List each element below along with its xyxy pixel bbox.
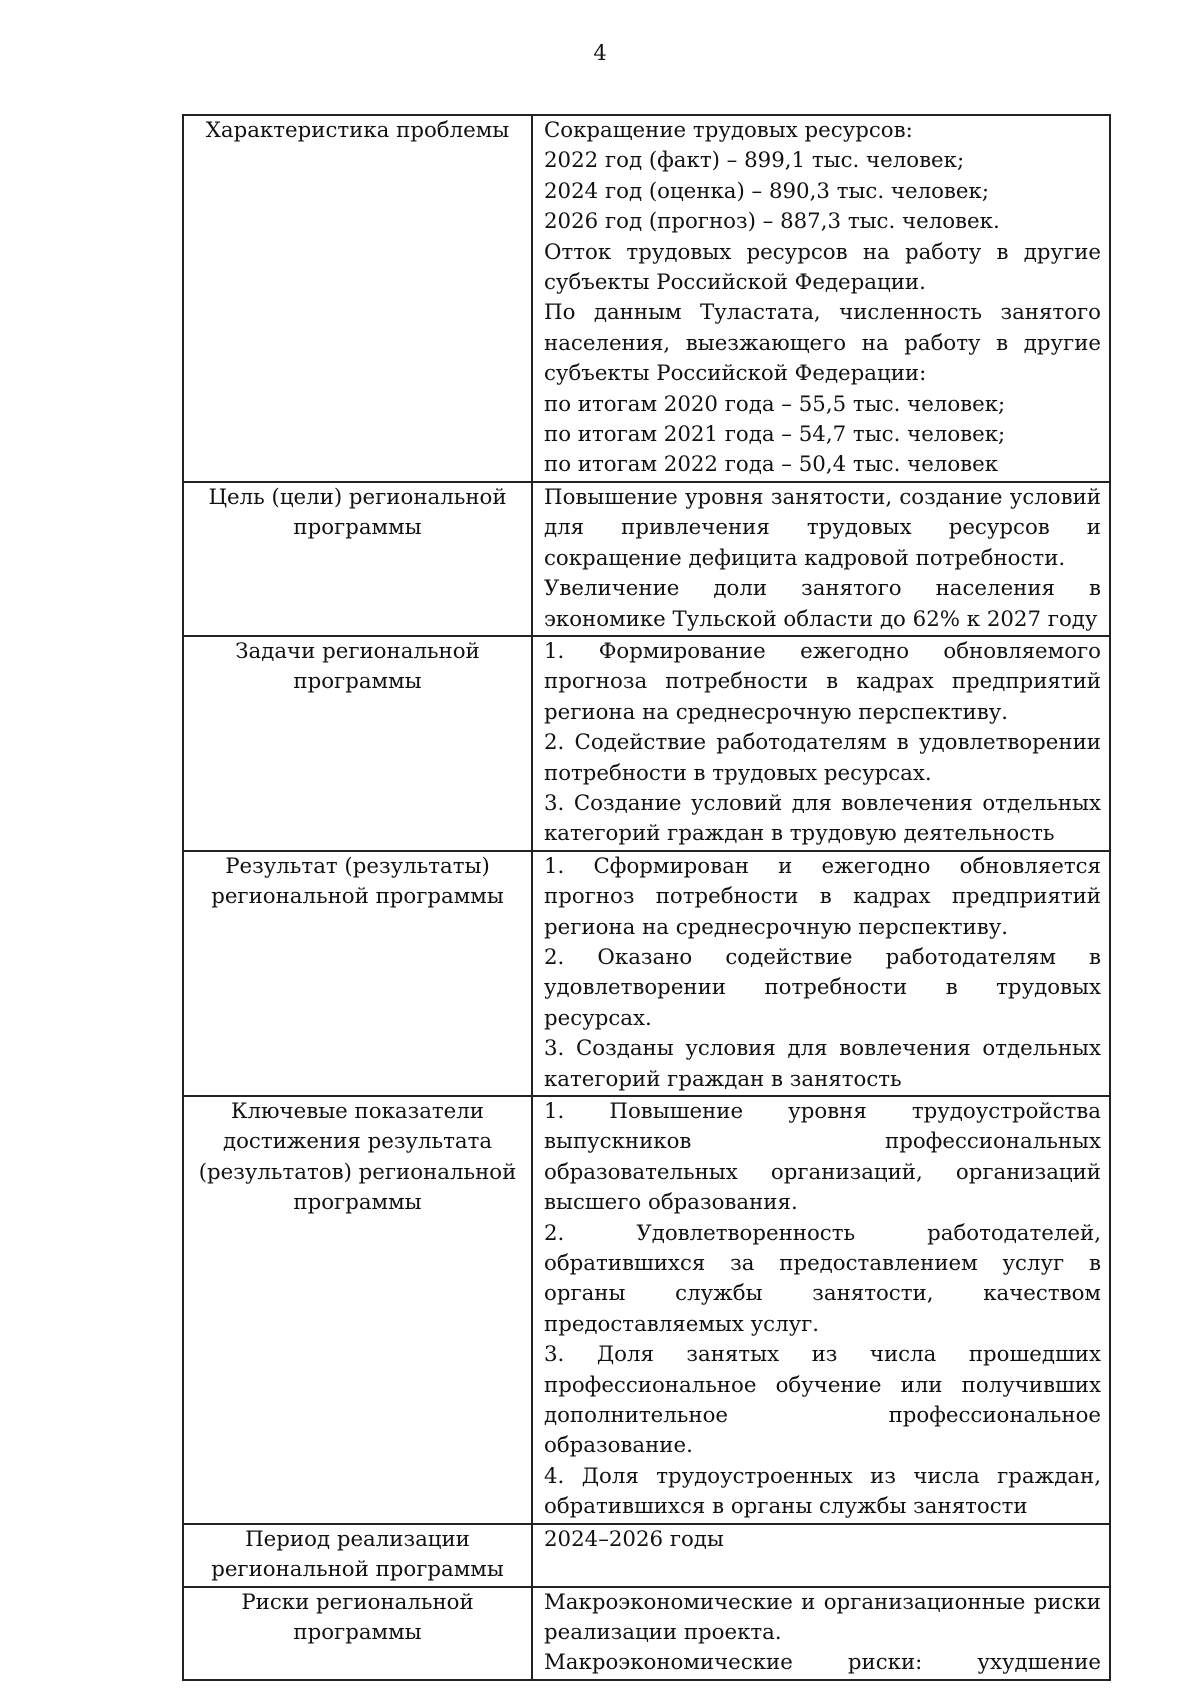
row-content-cell: [532, 1096, 1110, 1524]
paragraph: 2. Удовлетворенность работодателей, обратившихся за предоставлением услуг в органы службы занятости, качеством предоставляемых услуг.: [544, 1220, 1101, 1337]
row-label: Задачи региональной программы: [235, 638, 480, 695]
paragraph: 3. Создание условий для вовлечения отдельных категорий граждан в трудовую деятельность: [544, 790, 1101, 847]
program-passport-table: [182, 114, 1111, 1681]
page-number: 4: [593, 41, 607, 65]
row-label: Ключевые показатели достижения результата (результатов) региональной программы: [198, 1099, 517, 1216]
table-row: [183, 1587, 1110, 1680]
row-content-cell: [532, 1524, 1110, 1587]
paragraph: по итогам 2021 года – 54,7 тыс. человек;: [544, 422, 1006, 448]
paragraph: Макроэкономические и организационные риски реализации проекта.: [544, 1589, 1101, 1645]
paragraph: Повышение уровня занятости, создание условий для привлечения трудовых ресурсов и сокращение дефицита кадровой потребности.: [544, 484, 1101, 571]
paragraph: 2026 год (прогноз) – 887,3 тыс. человек.: [544, 209, 1000, 235]
row-content-cell: [532, 115, 1110, 482]
row-label: Характеристика проблемы: [205, 118, 510, 143]
row-content-cell: [532, 1587, 1110, 1680]
table-row: [183, 482, 1110, 636]
paragraph: 2. Содействие работодателям в удовлетворении потребности в трудовых ресурсах.: [544, 730, 1101, 786]
paragraph: 2024 год (оценка) – 890,3 тыс. человек;: [544, 178, 990, 204]
table-row: [183, 1524, 1110, 1587]
paragraph: Макроэкономические риски: ухудшение: [544, 1650, 1101, 1676]
paragraph: 2. Оказано содействие работодателям в удовлетворении потребности в трудовых ресурсах.: [544, 944, 1101, 1031]
paragraph: 2024–2026 годы: [544, 1526, 724, 1552]
paragraph: Сокращение трудовых ресурсов:: [544, 118, 913, 143]
paragraph: 1. Формирование ежегодно обновляемого прогноза потребности в кадрах предприятий региона на среднесрочную перспективу.: [544, 638, 1101, 725]
row-label-cell: [183, 851, 532, 1096]
row-content-cell: [532, 851, 1110, 1096]
paragraph: 4. Доля трудоустроенных из числа граждан, обратившихся в органы службы занятости: [544, 1463, 1101, 1520]
row-content-cell: [532, 482, 1110, 636]
table-row: [183, 851, 1110, 1096]
row-label: Риски региональной программы: [241, 1589, 474, 1645]
row-content-cell: [532, 636, 1110, 851]
row-label-cell: [183, 1587, 532, 1680]
table-row: [183, 115, 1110, 482]
row-label-cell: [183, 115, 532, 482]
row-label: Цель (цели) региональной программы: [208, 484, 507, 541]
paragraph: по итогам 2022 года – 50,4 тыс. человек: [544, 452, 999, 478]
table-row: [183, 636, 1110, 851]
paragraph: 3. Доля занятых из числа прошедших профессиональное обучение или получивших дополнительное профессиональное образование.: [544, 1342, 1101, 1459]
row-label-cell: [183, 1096, 532, 1524]
paragraph: по итогам 2020 года – 55,5 тыс. человек;: [544, 391, 1006, 417]
row-label-cell: [183, 636, 532, 851]
row-label: Результат (результаты) региональной программы: [211, 853, 504, 910]
paragraph: Отток трудовых ресурсов на работу в другие субъекты Российской Федерации.: [544, 239, 1101, 296]
row-label: Период реализации региональной программы: [211, 1526, 504, 1583]
row-label-cell: [183, 1524, 532, 1587]
table-row: [183, 1096, 1110, 1524]
row-label-cell: [183, 482, 532, 636]
paragraph: 3. Созданы условия для вовлечения отдельных категорий граждан в занятость: [544, 1036, 1101, 1092]
paragraph: 1. Повышение уровня трудоустройства выпускников профессиональных образовательных организаций, организаций высшего образования.: [544, 1099, 1101, 1216]
paragraph: Увеличение доли занятого населения в экономике Тульской области до 62% к 2027 году: [544, 576, 1101, 632]
paragraph: По данным Туластата, численность занятого населения, выезжающего на работу в другие субъекты Российской Федерации:: [544, 300, 1101, 387]
paragraph: 1. Сформирован и ежегодно обновляется прогноз потребности в кадрах предприятий региона на среднесрочную перспективу.: [544, 853, 1101, 940]
paragraph: 2022 год (факт) – 899,1 тыс. человек;: [544, 148, 965, 174]
